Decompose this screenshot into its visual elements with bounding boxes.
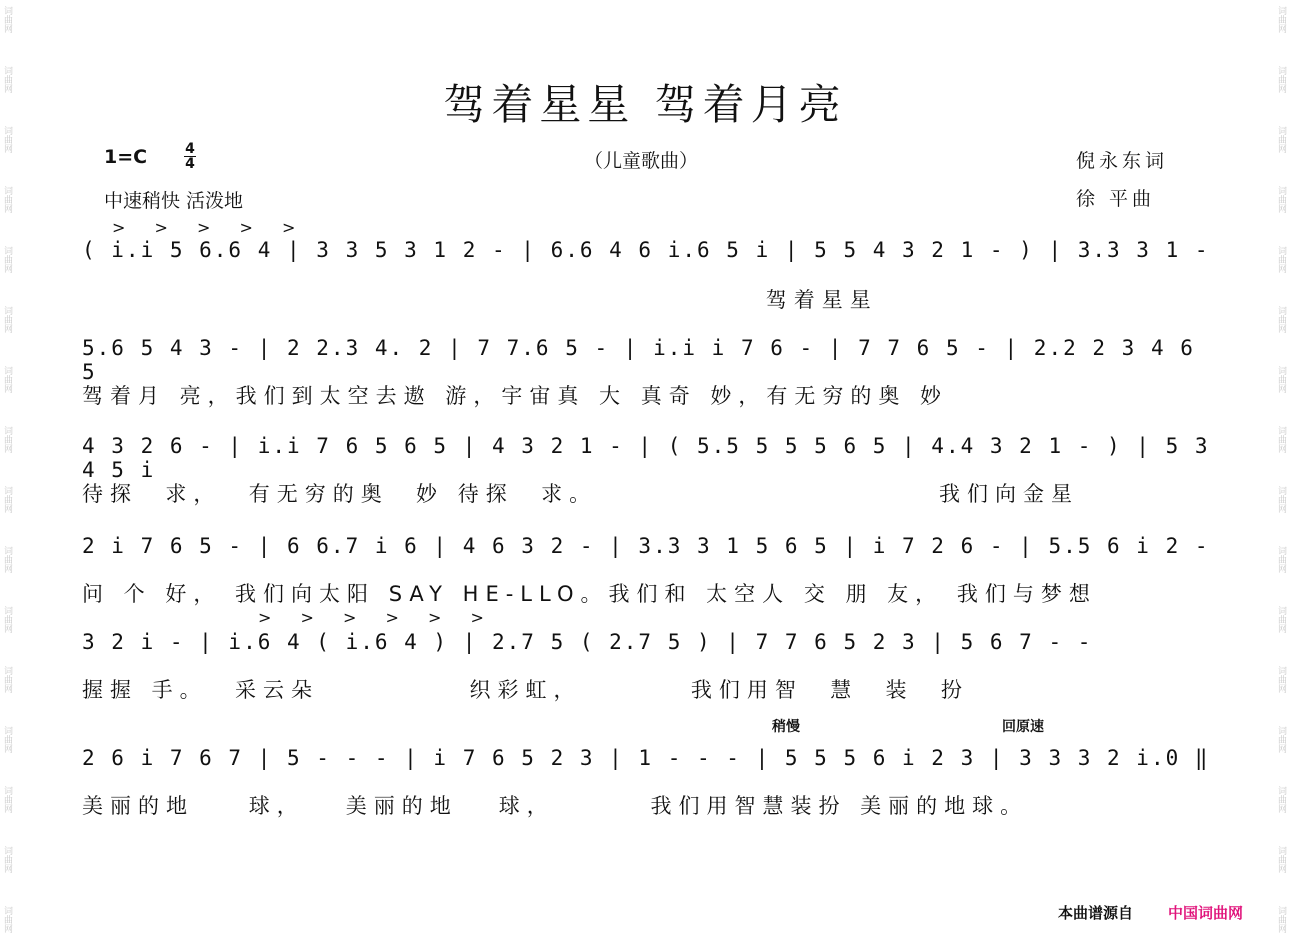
tempo-resume-mark: 回原速 xyxy=(1002,719,1044,735)
lyrics-line: 问 个 好， 我们向太阳 SAY HE-LLO。我们和 太空人 交 朋 友， 我们与梦想 xyxy=(82,582,1097,606)
notation-line: 5.6 5 4 3 - | 2 2.3 4. 2 | 7 7.6 5 - | i.i i 7 6 - | 7 7 6 5 - | 2.2 2 3 4 6 5 xyxy=(82,336,1195,384)
lyricist-credit: 倪永东词 xyxy=(1076,150,1169,172)
notation-line: 3 2 i - | i.6 4 ( i.6 4 ) | 2.7 5 ( 2.7 5 ) | 7 7 6 5 2 3 | 5 6 7 - - xyxy=(82,630,1093,654)
source-label: 本曲谱源自 xyxy=(1058,904,1134,922)
genre-label: （儿童歌曲） xyxy=(584,150,699,172)
notation-line: 2 6 i 7 6 7 | 5 - - - | i 7 6 5 2 3 | 1 - - - | 5 5 5 6 i 2 3 | 3 3 3 2 i.0 ‖ xyxy=(82,746,1210,770)
lyrics-line: 待探 求， 有无穷的奥 妙 待探 求。 我们向金星 xyxy=(82,482,1079,506)
time-sig-numerator: 4 xyxy=(185,141,195,157)
song-title: 驾着星星 驾着月亮 xyxy=(443,80,847,129)
tempo-marking: 中速稍快 活泼地 xyxy=(104,190,244,212)
composer-credit: 徐 平曲 xyxy=(1076,188,1156,210)
accent-marks: > > > > > xyxy=(112,218,308,237)
lyrics-line: 美丽的地 球， 美丽的地 球， 我们用智慧装扮 美丽的地球。 xyxy=(82,794,1029,818)
notation-line: 2 i 7 6 5 - | 6 6.7 i 6 | 4 6 3 2 - | 3.3 3 1 5 6 5 | i 7 2 6 - | 5.5 6 i 2 - xyxy=(82,534,1210,558)
time-signature xyxy=(184,142,196,171)
time-sig-denominator: 4 xyxy=(185,156,195,172)
tempo-slow-mark: 稍慢 xyxy=(772,719,800,735)
accent-marks: > > > > > > xyxy=(258,608,496,627)
notation-line: 4 3 2 6 - | i.i 7 6 5 6 5 | 4 3 2 1 - | ( 5.5 5 5 5 6 5 | 4.4 3 2 1 - ) | 5 3 4 5 i xyxy=(82,434,1210,482)
lyrics-line: 驾着月 亮，我们到太空去遨 游，宇宙真 大 真奇 妙，有无穷的奥 妙 xyxy=(82,384,949,408)
source-site: 中国词曲网 xyxy=(1168,904,1244,922)
lyrics-line: 驾着星星 xyxy=(82,288,878,312)
lyrics-line: 握握 手。 采云朵 织彩虹， 我们用智 慧 装 扮 xyxy=(82,678,969,702)
notation-line: ( i.i 5 6.6 4 | 3 3 5 3 1 2 - | 6.6 4 6 i.6 5 i | 5 5 4 3 2 1 - ) | 3.3 3 1 - xyxy=(82,238,1210,262)
watermark-right: 词曲网 词曲网 词曲网 词曲网 词曲网 词曲网 词曲网 词曲网 词曲网 词曲网 词曲网 词曲网 词曲网 词曲网 词曲网 词曲网 xyxy=(1276,6,1286,933)
key-signature: 1=C xyxy=(104,146,148,168)
watermark-left: 词曲网 词曲网 词曲网 词曲网 词曲网 词曲网 词曲网 词曲网 词曲网 词曲网 词曲网 词曲网 词曲网 词曲网 词曲网 词曲网 xyxy=(2,6,12,933)
